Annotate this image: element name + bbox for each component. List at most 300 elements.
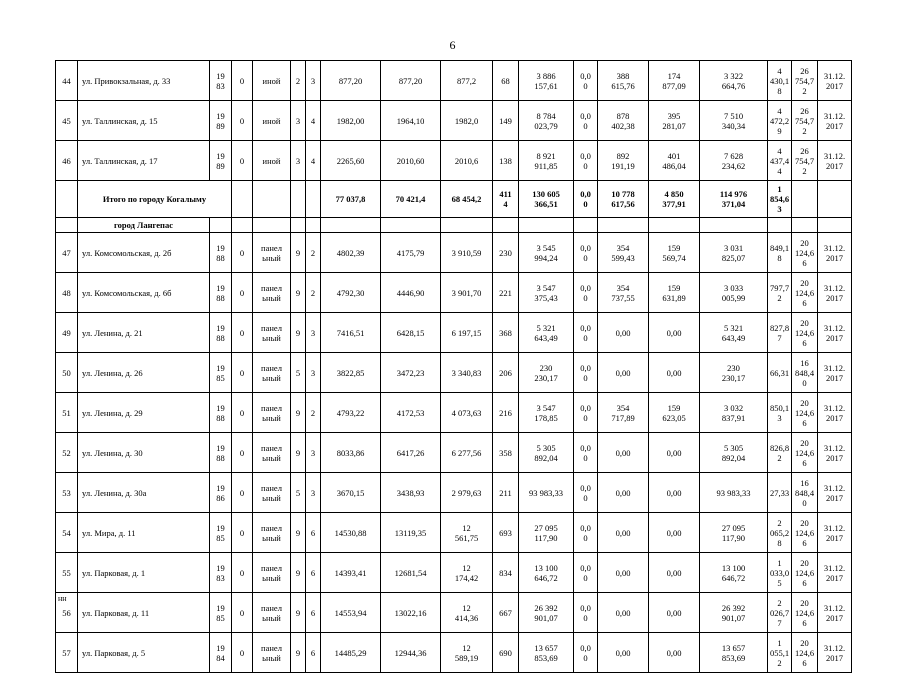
total-area: 8033,86 [321, 433, 381, 473]
cost-per-sqm: 850,1 3 [768, 393, 792, 433]
total-cost: 27 095 117,90 [519, 513, 574, 553]
entrances: 6 [306, 513, 321, 553]
floors: 9 [291, 433, 306, 473]
municipal-share: 0,00 [649, 513, 700, 553]
address: ул. Парковая, д. 5 [78, 633, 210, 673]
residential-area: 6 197,15 [441, 313, 493, 353]
total-row [56, 181, 852, 218]
owners-share: 7 628 234,62 [700, 141, 768, 181]
row-number: 47 [56, 233, 78, 273]
fund-share: 0,0 0 [574, 393, 598, 433]
total-residents: 411 4 [493, 181, 519, 218]
empty-cell [700, 218, 768, 233]
empty-cell [519, 218, 574, 233]
living-area: 13119,35 [381, 513, 441, 553]
total-area: 7416,51 [321, 313, 381, 353]
deadline: 31.12. 2017 [818, 141, 852, 181]
region-share: 892 191,19 [598, 141, 649, 181]
cost-per-sqm: 2 065,2 8 [768, 513, 792, 553]
wall-material: панел ьный [253, 553, 291, 593]
region-share: 0,00 [598, 353, 649, 393]
living-area: 877,20 [381, 61, 441, 101]
wall-material: панел ьный [253, 513, 291, 553]
residential-area: 3 340,83 [441, 353, 493, 393]
owners-share: 7 510 340,34 [700, 101, 768, 141]
max-cost: 20 124,6 6 [792, 393, 818, 433]
entrances: 3 [306, 313, 321, 353]
region-share: 0,00 [598, 473, 649, 513]
cost-per-sqm: 849,1 8 [768, 233, 792, 273]
empty-cell [210, 218, 232, 233]
floors: 9 [291, 553, 306, 593]
total-area: 2265,60 [321, 141, 381, 181]
residential-area: 3 901,70 [441, 273, 493, 313]
residents: 216 [493, 393, 519, 433]
build-year: 19 88 [210, 273, 232, 313]
living-area: 2010,60 [381, 141, 441, 181]
residential-area: 12 589,19 [441, 633, 493, 673]
municipal-share: 0,00 [649, 353, 700, 393]
zero-col: 0 [232, 473, 253, 513]
fund-share: 0,0 0 [574, 633, 598, 673]
owners-share: 13 657 853,69 [700, 633, 768, 673]
residents: 211 [493, 473, 519, 513]
region-share: 0,00 [598, 553, 649, 593]
wall-material: панел ьный [253, 393, 291, 433]
wall-material: панел ьный [253, 273, 291, 313]
table-row [56, 393, 852, 433]
entrances: 2 [306, 393, 321, 433]
max-cost: 20 124,6 6 [792, 233, 818, 273]
deadline: 31.12. 2017 [818, 313, 852, 353]
entrances: 4 [306, 101, 321, 141]
living-area: 13022,16 [381, 593, 441, 633]
empty-cell [792, 218, 818, 233]
total-municipal-share: 4 850 377,91 [649, 181, 700, 218]
fund-share: 0,0 0 [574, 313, 598, 353]
region-share: 0,00 [598, 313, 649, 353]
deadline: 31.12. 2017 [818, 513, 852, 553]
section-row [56, 218, 852, 233]
entrances: 3 [306, 433, 321, 473]
municipal-share: 0,00 [649, 433, 700, 473]
municipal-share: 159 623,05 [649, 393, 700, 433]
floors: 2 [291, 61, 306, 101]
max-cost: 20 124,6 6 [792, 593, 818, 633]
cost-per-sqm: 797,7 2 [768, 273, 792, 313]
row-number: 51 [56, 393, 78, 433]
address: ул. Таллинская, д. 15 [78, 101, 210, 141]
deadline: 31.12. 2017 [818, 553, 852, 593]
total-fund-share: 0,0 0 [574, 181, 598, 218]
empty-cell [598, 218, 649, 233]
zero-col: 0 [232, 593, 253, 633]
residents: 230 [493, 233, 519, 273]
row-number: 45 [56, 101, 78, 141]
deadline: 31.12. 2017 [818, 593, 852, 633]
address: ул. Парковая, д. 11 [78, 593, 210, 633]
living-area: 4446,90 [381, 273, 441, 313]
zero-col: 0 [232, 513, 253, 553]
fund-share: 0,0 0 [574, 101, 598, 141]
residents: 68 [493, 61, 519, 101]
wall-material: панел ьный [253, 353, 291, 393]
floors: 9 [291, 513, 306, 553]
living-area: 12681,54 [381, 553, 441, 593]
fund-share: 0,0 0 [574, 353, 598, 393]
owners-share: 3 033 005,99 [700, 273, 768, 313]
address: ул. Комсомольская, д. 6б [78, 273, 210, 313]
municipal-share: 159 569,74 [649, 233, 700, 273]
build-year: 19 88 [210, 233, 232, 273]
wall-material: панел ьный [253, 313, 291, 353]
residents: 834 [493, 553, 519, 593]
total-total-cost: 130 605 366,51 [519, 181, 574, 218]
fund-share: 0,0 0 [574, 473, 598, 513]
max-cost: 16 848,4 0 [792, 473, 818, 513]
cost-per-sqm: 66,31 [768, 353, 792, 393]
residential-area: 2010,6 [441, 141, 493, 181]
region-share: 0,00 [598, 433, 649, 473]
address: ул. Привокзальная, д. 33 [78, 61, 210, 101]
municipal-share: 0,00 [649, 473, 700, 513]
footer-mark: нн [58, 594, 67, 603]
deadline: 31.12. 2017 [818, 101, 852, 141]
row-number: 55 [56, 553, 78, 593]
empty-cell [253, 218, 291, 233]
table-row [56, 433, 852, 473]
living-area: 6417,26 [381, 433, 441, 473]
cost-per-sqm: 27,33 [768, 473, 792, 513]
deadline: 31.12. 2017 [818, 433, 852, 473]
table-row [56, 233, 852, 273]
floors: 9 [291, 313, 306, 353]
living-area: 1964,10 [381, 101, 441, 141]
zero-col: 0 [232, 553, 253, 593]
total-label: Итого по городу Когалыму [78, 181, 232, 218]
max-cost: 26 754,7 2 [792, 61, 818, 101]
municipal-share: 0,00 [649, 313, 700, 353]
floors: 3 [291, 141, 306, 181]
empty-cell [321, 218, 381, 233]
wall-material: иной [253, 141, 291, 181]
total-cost: 93 983,33 [519, 473, 574, 513]
total-cost: 3 545 994,24 [519, 233, 574, 273]
region-share: 0,00 [598, 513, 649, 553]
cost-per-sqm: 1 033,0 5 [768, 553, 792, 593]
entrances: 4 [306, 141, 321, 181]
zero-col: 0 [232, 273, 253, 313]
region-share: 0,00 [598, 633, 649, 673]
max-cost: 26 754,7 2 [792, 101, 818, 141]
total-cost: 3 886 157,61 [519, 61, 574, 101]
residential-area: 12 561,75 [441, 513, 493, 553]
residents: 138 [493, 141, 519, 181]
total-cost: 5 321 643,49 [519, 313, 574, 353]
zero-col: 0 [232, 633, 253, 673]
wall-material: панел ьный [253, 433, 291, 473]
max-cost: 20 124,6 6 [792, 633, 818, 673]
fund-share: 0,0 0 [574, 233, 598, 273]
residents: 690 [493, 633, 519, 673]
build-year: 19 88 [210, 313, 232, 353]
total-owners-share: 114 976 371,04 [700, 181, 768, 218]
address: ул. Ленина, д. 30а [78, 473, 210, 513]
page-number: 6 [449, 38, 456, 52]
table-row [56, 513, 852, 553]
address: ул. Ленина, д. 26 [78, 353, 210, 393]
owners-share: 93 983,33 [700, 473, 768, 513]
total-area: 3670,15 [321, 473, 381, 513]
cost-per-sqm: 4 430,1 8 [768, 61, 792, 101]
build-year: 19 89 [210, 141, 232, 181]
cost-per-sqm: 4 472,2 9 [768, 101, 792, 141]
deadline: 31.12. 2017 [818, 393, 852, 433]
municipal-share: 0,00 [649, 553, 700, 593]
region-share: 354 717,89 [598, 393, 649, 433]
living-area: 3472,23 [381, 353, 441, 393]
build-year: 19 88 [210, 393, 232, 433]
address: ул. Мира, д. 11 [78, 513, 210, 553]
row-number: 46 [56, 141, 78, 181]
row-number: 49 [56, 313, 78, 353]
deadline: 31.12. 2017 [818, 353, 852, 393]
total-area: 14393,41 [321, 553, 381, 593]
total-area: 877,20 [321, 61, 381, 101]
empty-cell [381, 218, 441, 233]
municipal-share: 395 281,07 [649, 101, 700, 141]
table-row [56, 101, 852, 141]
floors: 9 [291, 393, 306, 433]
residential-area: 3 910,59 [441, 233, 493, 273]
residents: 149 [493, 101, 519, 141]
max-cost: 20 124,6 6 [792, 433, 818, 473]
total-cost: 8 921 911,85 [519, 141, 574, 181]
floors: 9 [291, 273, 306, 313]
zero-col: 0 [232, 353, 253, 393]
municipal-share: 159 631,89 [649, 273, 700, 313]
living-area: 3438,93 [381, 473, 441, 513]
row-number: 54 [56, 513, 78, 553]
total-area: 14553,94 [321, 593, 381, 633]
total-cost: 230 230,17 [519, 353, 574, 393]
municipal-share: 0,00 [649, 633, 700, 673]
fund-share: 0,0 0 [574, 141, 598, 181]
municipal-share: 0,00 [649, 593, 700, 633]
row-number: 50 [56, 353, 78, 393]
empty-cell [291, 181, 306, 218]
residents: 693 [493, 513, 519, 553]
residential-area: 1982,0 [441, 101, 493, 141]
table-row [56, 273, 852, 313]
max-cost: 20 124,6 6 [792, 273, 818, 313]
fund-share: 0,0 0 [574, 553, 598, 593]
fund-share: 0,0 0 [574, 513, 598, 553]
address: ул. Парковая, д. 1 [78, 553, 210, 593]
residents: 358 [493, 433, 519, 473]
region-share: 354 737,55 [598, 273, 649, 313]
floors: 9 [291, 593, 306, 633]
fund-share: 0,0 0 [574, 433, 598, 473]
empty-cell [56, 181, 78, 218]
fund-share: 0,0 0 [574, 273, 598, 313]
entrances: 6 [306, 633, 321, 673]
total-living-area: 70 421,4 [381, 181, 441, 218]
table-row [56, 61, 852, 101]
total-region-share: 10 778 617,56 [598, 181, 649, 218]
address: ул. Ленина, д. 21 [78, 313, 210, 353]
floors: 5 [291, 353, 306, 393]
region-share: 388 615,76 [598, 61, 649, 101]
row-number: 56 [56, 593, 78, 633]
deadline: 31.12. 2017 [818, 61, 852, 101]
fund-share: 0,0 0 [574, 61, 598, 101]
empty-cell [792, 181, 818, 218]
zero-col: 0 [232, 141, 253, 181]
max-cost: 26 754,7 2 [792, 141, 818, 181]
residents: 206 [493, 353, 519, 393]
section-title: город Лангепас [78, 218, 210, 233]
residents: 221 [493, 273, 519, 313]
deadline: 31.12. 2017 [818, 633, 852, 673]
living-area: 6428,15 [381, 313, 441, 353]
entrances: 2 [306, 233, 321, 273]
deadline: 31.12. 2017 [818, 233, 852, 273]
cost-per-sqm: 1 055,1 2 [768, 633, 792, 673]
empty-cell [818, 218, 852, 233]
entrances: 3 [306, 61, 321, 101]
total-area: 14485,29 [321, 633, 381, 673]
empty-cell [253, 181, 291, 218]
living-area: 4175,79 [381, 233, 441, 273]
build-year: 19 85 [210, 593, 232, 633]
residents: 368 [493, 313, 519, 353]
residential-area: 12 414,36 [441, 593, 493, 633]
cost-per-sqm: 827,8 7 [768, 313, 792, 353]
zero-col: 0 [232, 101, 253, 141]
build-year: 19 85 [210, 353, 232, 393]
table-row [56, 141, 852, 181]
cost-per-sqm: 2 026,7 7 [768, 593, 792, 633]
max-cost: 16 848,4 0 [792, 353, 818, 393]
build-year: 19 85 [210, 513, 232, 553]
total-area: 1982,00 [321, 101, 381, 141]
zero-col: 0 [232, 233, 253, 273]
table-row [56, 353, 852, 393]
wall-material: панел ьный [253, 593, 291, 633]
address: ул. Ленина, д. 30 [78, 433, 210, 473]
max-cost: 20 124,6 6 [792, 313, 818, 353]
total-area: 14530,88 [321, 513, 381, 553]
living-area: 4172,53 [381, 393, 441, 433]
residential-area: 4 073,63 [441, 393, 493, 433]
owners-share: 3 031 825,07 [700, 233, 768, 273]
entrances: 3 [306, 353, 321, 393]
total-cost: 3 547 375,43 [519, 273, 574, 313]
floors: 9 [291, 233, 306, 273]
empty-cell [493, 218, 519, 233]
table-row [56, 553, 852, 593]
cost-per-sqm: 4 437,4 4 [768, 141, 792, 181]
build-year: 19 84 [210, 633, 232, 673]
entrances: 2 [306, 273, 321, 313]
empty-cell [232, 218, 253, 233]
max-cost: 20 124,6 6 [792, 553, 818, 593]
empty-cell [574, 218, 598, 233]
total-cost: 13 100 646,72 [519, 553, 574, 593]
empty-cell [56, 218, 78, 233]
table-row [56, 313, 852, 353]
build-year: 19 88 [210, 433, 232, 473]
municipal-share: 174 877,09 [649, 61, 700, 101]
total-cost: 3 547 178,85 [519, 393, 574, 433]
residential-area: 12 174,42 [441, 553, 493, 593]
table-row [56, 593, 852, 633]
empty-cell [232, 181, 253, 218]
build-year: 19 86 [210, 473, 232, 513]
residential-area: 877,2 [441, 61, 493, 101]
residential-area: 6 277,56 [441, 433, 493, 473]
zero-col: 0 [232, 433, 253, 473]
empty-cell [768, 218, 792, 233]
cost-per-sqm: 826,8 2 [768, 433, 792, 473]
owners-share: 230 230,17 [700, 353, 768, 393]
total-residential-area: 68 454,2 [441, 181, 493, 218]
max-cost: 20 124,6 6 [792, 513, 818, 553]
address: ул. Ленина, д. 29 [78, 393, 210, 433]
table-row [56, 473, 852, 513]
build-year: 19 83 [210, 61, 232, 101]
zero-col: 0 [232, 313, 253, 353]
empty-cell [306, 181, 321, 218]
region-share: 354 599,43 [598, 233, 649, 273]
wall-material: иной [253, 61, 291, 101]
total-total-area: 77 037,8 [321, 181, 381, 218]
zero-col: 0 [232, 393, 253, 433]
owners-share: 13 100 646,72 [700, 553, 768, 593]
empty-cell [649, 218, 700, 233]
zero-col: 0 [232, 61, 253, 101]
total-cost: 26 392 901,07 [519, 593, 574, 633]
wall-material: панел ьный [253, 633, 291, 673]
residential-area: 2 979,63 [441, 473, 493, 513]
region-share: 0,00 [598, 593, 649, 633]
total-cost: 8 784 023,79 [519, 101, 574, 141]
floors: 9 [291, 633, 306, 673]
floors: 3 [291, 101, 306, 141]
entrances: 3 [306, 473, 321, 513]
total-area: 4793,22 [321, 393, 381, 433]
wall-material: иной [253, 101, 291, 141]
owners-share: 3 032 837,91 [700, 393, 768, 433]
row-number: 52 [56, 433, 78, 473]
deadline: 31.12. 2017 [818, 473, 852, 513]
build-year: 19 89 [210, 101, 232, 141]
living-area: 12944,36 [381, 633, 441, 673]
owners-share: 3 322 664,76 [700, 61, 768, 101]
deadline: 31.12. 2017 [818, 273, 852, 313]
entrances: 6 [306, 553, 321, 593]
total-area: 3822,85 [321, 353, 381, 393]
row-number: 44 [56, 61, 78, 101]
address: ул. Комсомольская, д. 2б [78, 233, 210, 273]
empty-cell [818, 181, 852, 218]
owners-share: 26 392 901,07 [700, 593, 768, 633]
address: ул. Таллинская, д. 17 [78, 141, 210, 181]
owners-share: 5 321 643,49 [700, 313, 768, 353]
total-cost-per-sqm: 1 854,6 3 [768, 181, 792, 218]
empty-cell [306, 218, 321, 233]
